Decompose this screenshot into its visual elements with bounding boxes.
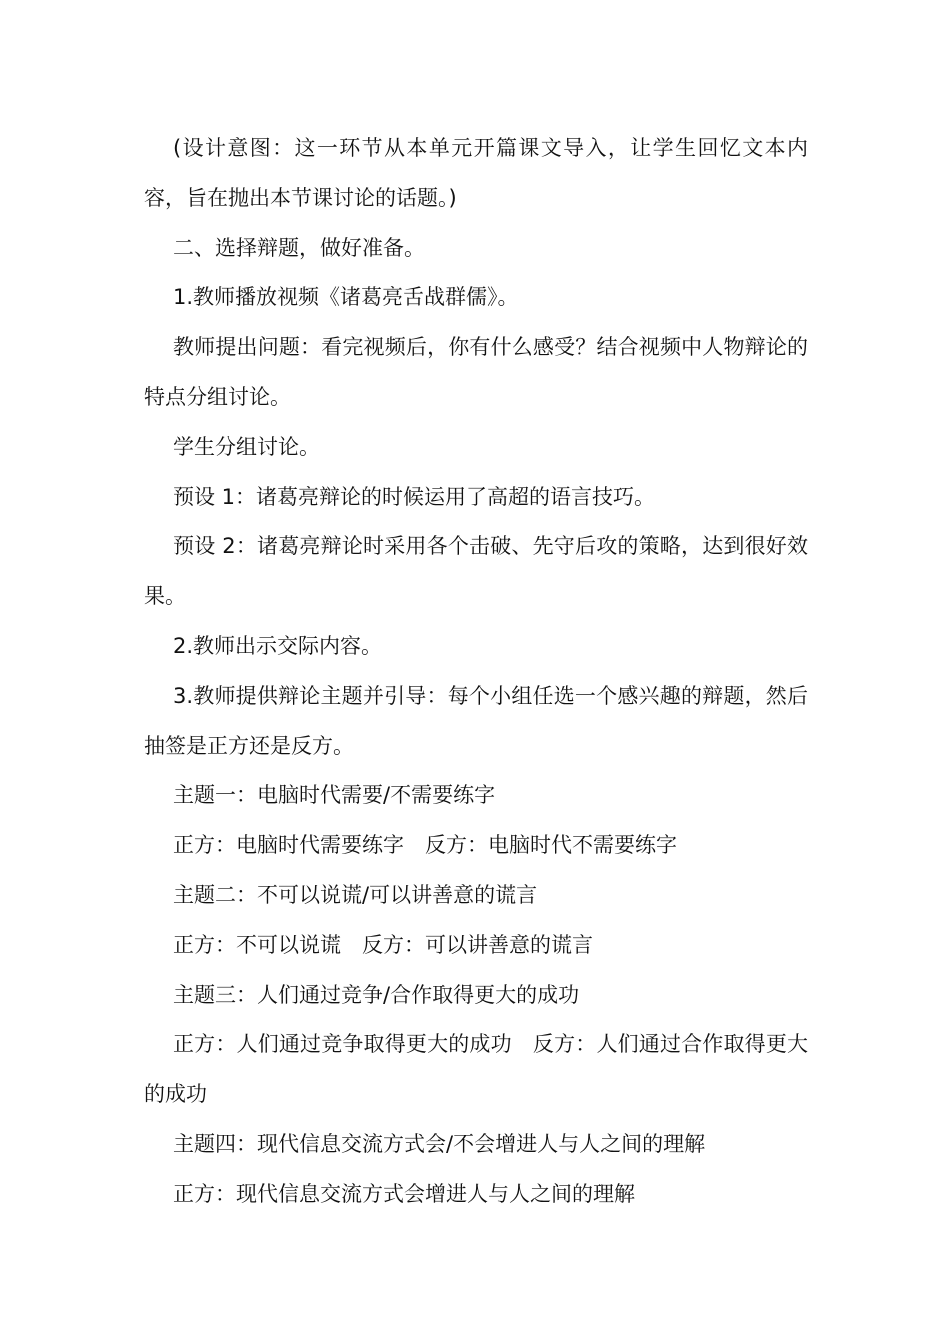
paragraph-section-heading: 二、选择辩题，做好准备。 — [173, 235, 425, 260]
document-body — [144, 124, 808, 1220]
paragraph-topic-1-sides: 正方：电脑时代需要练字 反方：电脑时代不需要练字 — [173, 833, 677, 858]
paragraph-topic-3-sides: 正方：人们通过竞争取得更大的成功 反方：人们通过合作取得更大的成功 — [144, 1032, 808, 1107]
paragraph-step-1: 1.教师播放视频《诸葛亮舌战群儒》。 — [173, 285, 519, 310]
paragraph-topic-2-sides: 正方：不可以说谎 反方：可以讲善意的谎言 — [173, 932, 593, 957]
paragraph-topic-4-sides: 正方：现代信息交流方式会增进人与人之间的理解 — [173, 1181, 635, 1206]
paragraph-design-intent: (设计意图：这一环节从本单元开篇课文导入，让学生回忆文本内容，旨在抛出本节课讨论的话题。) — [144, 136, 808, 210]
paragraph-teacher-question: 教师提出问题：看完视频后，你有什么感受？结合视频中人物辩论的特点分组讨论。 — [144, 335, 808, 409]
paragraph-step-2: 2.教师出示交际内容。 — [173, 633, 383, 658]
paragraph-preset-1: 预设 1：诸葛亮辩论的时候运用了高超的语言技巧。 — [173, 484, 656, 509]
paragraph-preset-2: 预设 2：诸葛亮辩论时采用各个击破、先守后攻的策略，达到很好效果。 — [144, 534, 808, 609]
paragraph-topic-3: 主题三：人们通过竞争/合作取得更大的成功 — [173, 982, 580, 1007]
paragraph-topic-4: 主题四：现代信息交流方式会/不会增进人与人之间的理解 — [173, 1131, 706, 1156]
paragraph-step-3: 3.教师提供辩论主题并引导：每个小组任选一个感兴趣的辩题，然后抽签是正方还是反方。 — [144, 683, 808, 758]
paragraph-topic-2: 主题二：不可以说谎/可以讲善意的谎言 — [173, 882, 538, 907]
paragraph-group-discussion: 学生分组讨论。 — [173, 434, 320, 459]
paragraph-topic-1: 主题一：电脑时代需要/不需要练字 — [173, 783, 496, 808]
